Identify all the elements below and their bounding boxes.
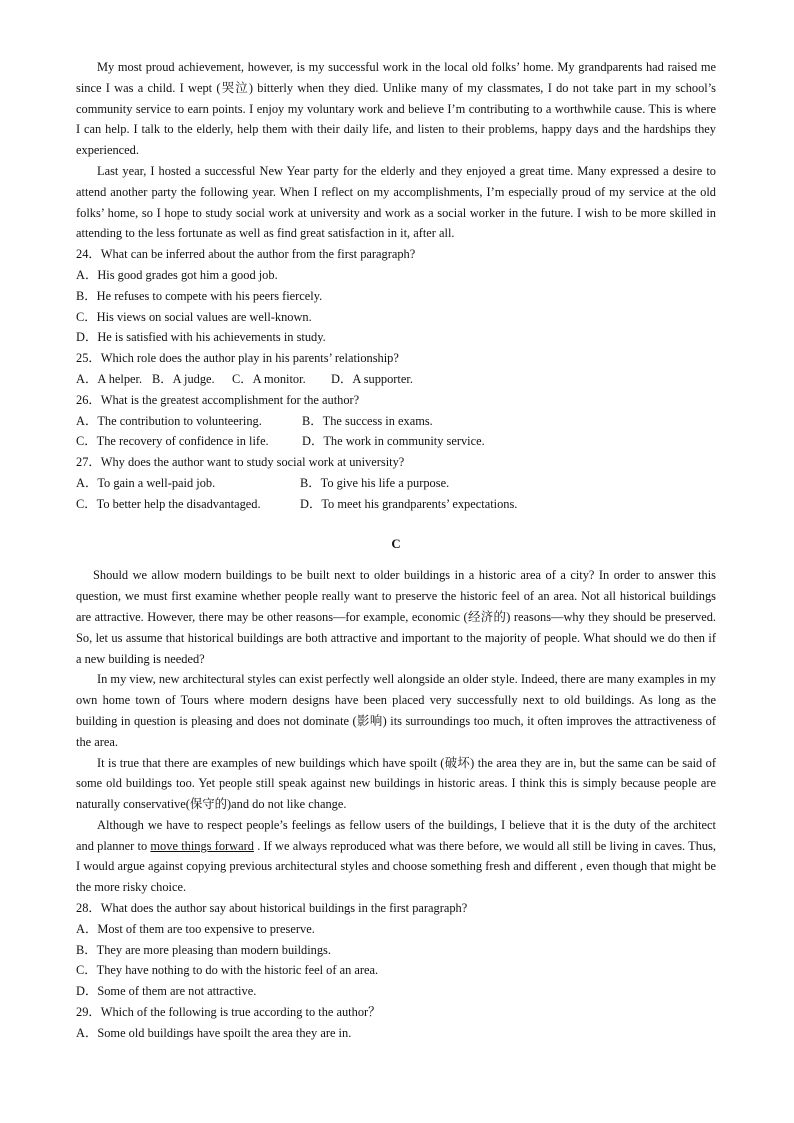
question-27-options-ab — [76, 473, 716, 494]
question-25-option-a: A．A helper. — [76, 371, 143, 386]
question-28-option-d: D．Some of them are not attractive. — [76, 984, 257, 999]
question-26-option-c: C．The recovery of confidence in life. — [76, 434, 269, 449]
passage-b-paragraph-1: My most proud achievement, however, is my successful work in the local old folks’ home. My grandparents had raised me since I was a child. I wept (哭泣) bitterly when they died. Unlike many of my classmates, I do not take part in my school’s community service to earn points. I enjoy my voluntary work and believe I’m contributing to a worthwhile cause. This is where I can help. I talk to the elderly, help them with their daily life, and listen to their problems, happy days and the hardships they experienced. — [76, 60, 716, 158]
question-27-stem: 27．Why does the author want to study social work at university? — [76, 455, 405, 470]
question-27-option-d: D．To meet his grandparents’ expectations. — [300, 496, 518, 511]
question-25-options — [76, 369, 716, 390]
question-29-stem: 29．Which of the following is true according to the author？ — [76, 1005, 381, 1020]
question-27-options-cd — [76, 494, 716, 515]
question-27-option-b: B．To give his life a purpose. — [300, 475, 450, 490]
question-25-option-d: D．A supporter. — [331, 371, 413, 386]
question-25-stem: 25．Which role does the author play in his parents’ relationship? — [76, 351, 399, 366]
question-26-option-a: A．The contribution to volunteering. — [76, 413, 262, 428]
question-26-option-b: B．The success in exams. — [302, 413, 433, 428]
question-28-option-a: A．Most of them are too expensive to preserve. — [76, 921, 315, 936]
section-c-title: C — [391, 536, 401, 551]
question-25-option-c: C．A monitor. — [232, 371, 306, 386]
question-27-option-a: A．To gain a well-paid job. — [76, 475, 216, 490]
document-page — [76, 57, 716, 1044]
question-27-option-c: C．To better help the disadvantaged. — [76, 496, 261, 511]
question-24-option-d: D．He is satisfied with his achievements in study. — [76, 330, 326, 345]
question-24-stem: 24．What can be inferred about the author from the first paragraph? — [76, 247, 416, 262]
paragraph-4-before: Although we have to respect people’s feelings as fellow users of the buildings, I believe that it is the duty of the architect and planner to — [76, 817, 716, 853]
question-25-option-b: B．A judge. — [152, 371, 215, 386]
question-28-option-c: C．They have nothing to do with the historic feel of an area. — [76, 963, 379, 978]
question-26-stem: 26．What is the greatest accomplishment for the author? — [76, 392, 360, 407]
passage-c-paragraph-2: In my view, new architectural styles can exist perfectly well alongside an older style. Indeed, there are many examples in my own home town of Tours where modern designs have been placed very successfully next to old buildings. As long as the building in question is pleasing and does not dominate (影响) its surroundings too much, it often improves the attractiveness of the area. — [76, 672, 716, 749]
underlined-phrase: move things forward — [150, 838, 254, 853]
question-29-option-a: A．Some old buildings have spoilt the area they are in. — [76, 1025, 352, 1040]
passage-c-paragraph-1: Should we allow modern buildings to be built next to older buildings in a historic area of a city? In order to answer this question, we must first examine whether people really want to preserve the historic feel of an area. Not all historical buildings are attractive. However, there may be other reasons—for example, economic (经济的) reasons—why they should be preserved. So, let us assume that historical buildings are both attractive and important to the majority of people. What should we do then if a new building is needed? — [76, 568, 716, 666]
question-28-stem: 28．What does the author say about historical buildings in the first paragraph? — [76, 901, 468, 916]
passage-c-paragraph-4 — [76, 815, 716, 898]
question-24-option-c: C．His views on social values are well-known. — [76, 309, 312, 324]
passage-b-paragraph-2: Last year, I hosted a successful New Year party for the elderly and they enjoyed a great time. Many expressed a desire to attend another party the following year. When I reflect on my accomplishments, I’m especially proud of my service at the old folks’ home, so I hope to study social work at university and work as a social worker in the future. I wish to be more skilled in attending to the less fortunate as well as find great satisfaction in it, after all. — [76, 163, 716, 241]
question-26-options-ab — [76, 411, 716, 432]
question-24-option-b: B．He refuses to compete with his peers fiercely. — [76, 288, 323, 303]
question-26-option-d: D．The work in community service. — [302, 434, 485, 449]
question-24-option-a: A．His good grades got him a good job. — [76, 267, 278, 282]
question-28-option-b: B．They are more pleasing than modern buildings. — [76, 942, 331, 957]
paragraph-4-after: . If we always reproduced what was there before, we would all still be living in caves. Thus, I would argue against copying previous architectural styles and choose something fresh and different , even though that might be the more risky choice. — [76, 838, 717, 895]
passage-c-paragraph-3: It is true that there are examples of new buildings which have spoilt (破坏) the area they are in, but the same can be said of some old buildings too. Yet people still speak against new buildings in historic areas. I think this is simply because people are naturally conservative(保守的)and do not like change. — [76, 755, 716, 812]
question-26-options-cd — [76, 431, 716, 452]
